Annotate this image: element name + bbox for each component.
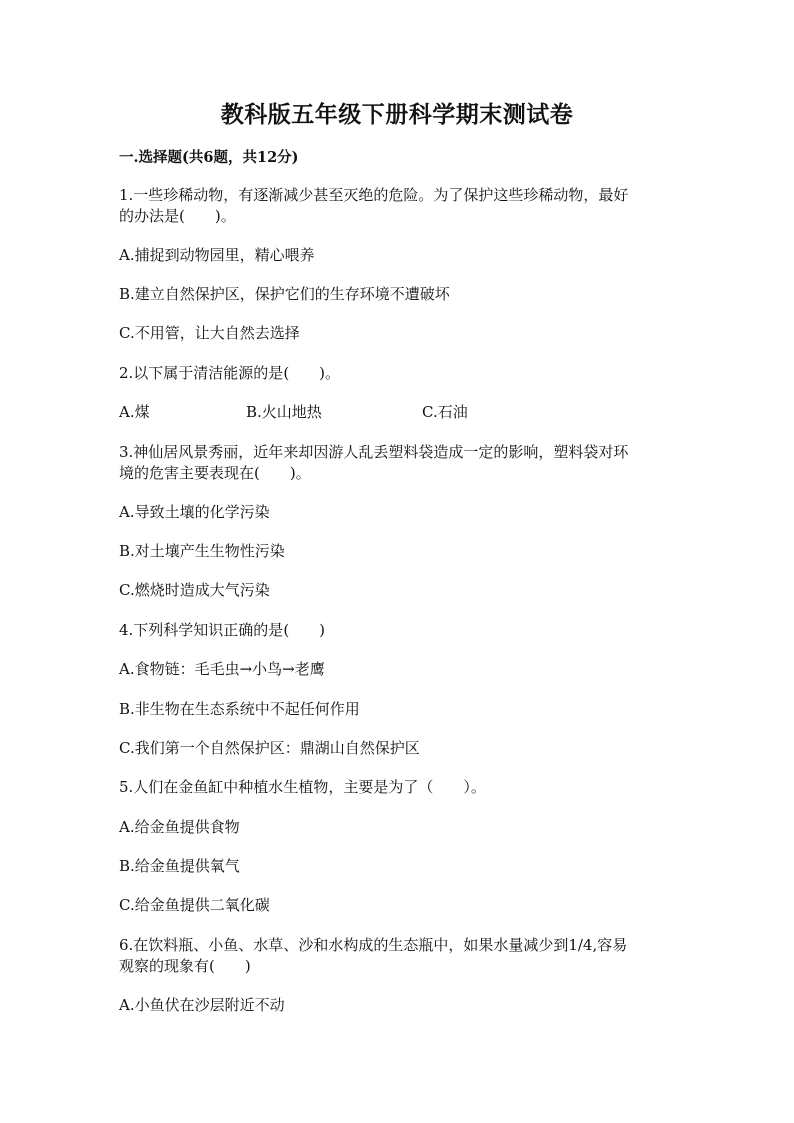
question-6-line-1: 6.在饮料瓶、小鱼、水草、沙和水构成的生态瓶中，如果水量减少到1/4,容易 bbox=[119, 936, 628, 954]
question-2-option-b: B.火山地热 bbox=[246, 403, 322, 421]
question-1-line-1: 1.一些珍稀动物，有逐渐减少甚至灭绝的危险。为了保护这些珍稀动物，最好 bbox=[119, 186, 629, 204]
question-1-option-a: A.捕捉到动物园里，精心喂养 bbox=[119, 246, 315, 264]
question-2-option-c: C.石油 bbox=[422, 403, 468, 421]
exam-title: 教科版五年级下册科学期末测试卷 bbox=[220, 101, 574, 128]
question-2-options bbox=[119, 402, 679, 422]
question-5-line-1: 5.人们在金鱼缸中种植水生植物，主要是为了（ ）。 bbox=[119, 778, 486, 796]
question-5-option-a: A.给金鱼提供食物 bbox=[119, 818, 240, 836]
question-4-line-1: 4.下列科学知识正确的是( ) bbox=[119, 621, 326, 639]
question-2-option-a: A.煤 bbox=[119, 403, 150, 421]
question-5-option-c: C.给金鱼提供二氧化碳 bbox=[119, 896, 270, 914]
question-3-line-1: 3.神仙居风景秀丽，近年来却因游人乱丢塑料袋造成一定的影响，塑料袋对环 bbox=[119, 443, 629, 461]
question-1-option-c: C.不用管，让大自然去选择 bbox=[119, 324, 300, 342]
question-6-line-2: 观察的现象有( ) bbox=[119, 957, 251, 975]
question-3-option-c: C.燃烧时造成大气污染 bbox=[119, 581, 270, 599]
question-3-option-b: B.对土壤产生生物性污染 bbox=[119, 542, 285, 560]
question-3-line-2: 境的危害主要表现在( )。 bbox=[119, 464, 311, 482]
question-6-option-a: A.小鱼伏在沙层附近不动 bbox=[119, 996, 285, 1014]
section-heading: 一.选择题(共6题，共12分) bbox=[119, 149, 299, 166]
question-2-line-1: 2.以下属于清洁能源的是( )。 bbox=[119, 364, 341, 382]
question-3-option-a: A.导致土壤的化学污染 bbox=[119, 503, 270, 521]
question-1-option-b: B.建立自然保护区，保护它们的生存环境不遭破坏 bbox=[119, 285, 450, 303]
question-5-option-b: B.给金鱼提供氧气 bbox=[119, 857, 240, 875]
question-1-line-2: 的办法是( )。 bbox=[119, 207, 236, 225]
question-4-option-a: A.食物链：毛毛虫→小鸟→老鹰 bbox=[119, 660, 325, 678]
question-4-option-b: B.非生物在生态系统中不起任何作用 bbox=[119, 700, 360, 718]
question-4-option-c: C.我们第一个自然保护区：鼎湖山自然保护区 bbox=[119, 739, 420, 757]
